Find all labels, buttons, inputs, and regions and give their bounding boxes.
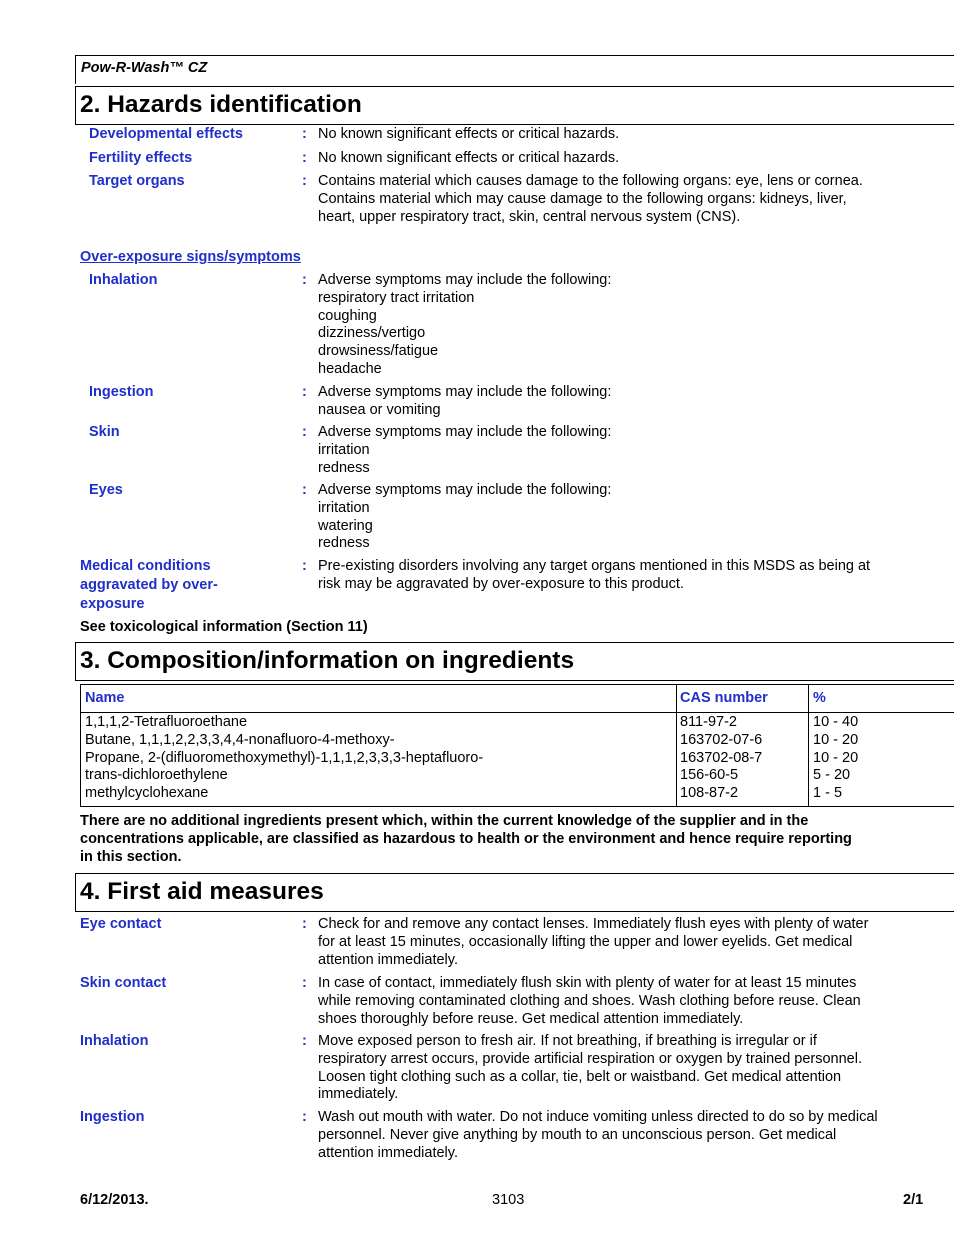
section-3-header xyxy=(75,642,954,681)
text-line: risk may be aggravated by over-exposure to this product. xyxy=(318,575,684,592)
colon: : xyxy=(302,975,307,991)
footer-page-number: 2/1 xyxy=(903,1192,924,1208)
colon: : xyxy=(302,558,307,574)
text-line: headache xyxy=(318,360,382,377)
text-line: irritation xyxy=(318,441,370,458)
target-organs-value xyxy=(318,173,863,226)
text-line: There are no additional ingredients present which, within the current knowledge of the supplier and in the xyxy=(80,813,809,829)
target-organs-label: Target organs xyxy=(89,173,185,189)
section-4-title: 4. First aid measures xyxy=(80,878,324,905)
text-line: Move exposed person to fresh air. If not breathing, if breathing is irregular or if xyxy=(318,1033,817,1049)
colon: : xyxy=(302,272,307,288)
inhalation-symptom-value xyxy=(318,272,611,379)
colon: : xyxy=(302,482,307,498)
skin-contact-label: Skin contact xyxy=(80,975,167,991)
developmental-effects-label: Developmental effects xyxy=(89,126,243,142)
fertility-effects-label: Fertility effects xyxy=(89,150,193,166)
text-line: Loosen tight clothing such as a collar, tie, belt or waistband. Get medical attention xyxy=(318,1068,842,1085)
table-header-divider xyxy=(81,712,954,713)
eyes-symptom-label: Eyes xyxy=(89,482,123,498)
eyes-symptom-value xyxy=(318,482,611,553)
text-line: Adverse symptoms may include the following: xyxy=(318,384,612,400)
table-divider xyxy=(808,685,809,806)
colon: : xyxy=(302,173,307,189)
eye-contact-label: Eye contact xyxy=(80,916,162,932)
table-cell: 108-87-2 xyxy=(680,785,739,802)
text-line: while removing contaminated clothing and shoes. Wash clothing before reuse. Clean xyxy=(318,992,861,1009)
text-line: attention immediately. xyxy=(318,1144,458,1161)
table-cell: 1 - 5 xyxy=(813,785,843,802)
section-4-header xyxy=(75,873,954,912)
eye-contact-value xyxy=(318,916,868,969)
medical-conditions-label xyxy=(80,558,218,613)
text-line: shoes thoroughly before reuse. Get medical attention immediately. xyxy=(318,1010,744,1027)
text-line: redness xyxy=(318,535,370,552)
text-line: watering xyxy=(318,517,373,534)
table-cell: Propane, 2-(difluoromethoxymethyl)-1,1,1,2,3,3,3-heptafluoro- xyxy=(85,749,484,766)
ingestion-symptom-value xyxy=(318,384,611,420)
section-2-title: 2. Hazards identification xyxy=(80,91,362,118)
text-line: nausea or vomiting xyxy=(318,401,441,418)
ingestion-first-aid-value xyxy=(318,1109,878,1162)
column-header-name: Name xyxy=(85,690,125,706)
medical-conditions-value xyxy=(318,558,870,594)
colon: : xyxy=(302,1033,307,1049)
text-line: Adverse symptoms may include the following: xyxy=(318,424,612,440)
fertility-effects-value: No known significant effects or critical hazards. xyxy=(318,150,620,166)
text-line: respiratory arrest occurs, provide artificial respiration or oxygen by trained personnel. xyxy=(318,1050,862,1067)
colon: : xyxy=(302,424,307,440)
text-line: In case of contact, immediately flush skin with plenty of water for at least 15 minutes xyxy=(318,975,857,991)
table-cell: 10 - 20 xyxy=(813,731,859,748)
footer-date: 6/12/2013. xyxy=(80,1192,149,1208)
text-line: Adverse symptoms may include the following: xyxy=(318,272,612,288)
text-line: attention immediately. xyxy=(318,951,458,968)
text-line: coughing xyxy=(318,307,377,324)
text-line: immediately. xyxy=(318,1086,399,1103)
colon: : xyxy=(302,384,307,400)
composition-table xyxy=(80,684,954,807)
ingredients-note xyxy=(80,813,852,866)
skin-symptom-value xyxy=(318,424,611,477)
footer-code: 3103 xyxy=(492,1192,525,1208)
text-line: in this section. xyxy=(80,848,182,865)
table-cell: Butane, 1,1,1,2,2,3,3,4,4-nonafluoro-4-methoxy- xyxy=(85,731,395,748)
text-line: personnel. Never give anything by mouth to an unconscious person. Get medical xyxy=(318,1126,837,1143)
text-line: for at least 15 minutes, occasionally lifting the upper and lower eyelids. Get medical xyxy=(318,933,853,950)
product-name: Pow-R-Wash™ CZ xyxy=(81,60,208,76)
text-line: heart, upper respiratory tract, skin, central nervous system (CNS). xyxy=(318,208,741,225)
text-line: Adverse symptoms may include the following: xyxy=(318,482,612,498)
text-line: Medical conditions xyxy=(80,558,211,574)
table-cell: 156-60-5 xyxy=(680,767,739,784)
text-line: Wash out mouth with water. Do not induce vomiting unless directed to do so by medical xyxy=(318,1109,878,1125)
colon: : xyxy=(302,150,307,166)
text-line: Contains material which may cause damage to the following organs: kidneys, liver, xyxy=(318,190,847,207)
table-divider xyxy=(676,685,677,806)
text-line: redness xyxy=(318,459,370,476)
table-cell: 1,1,1,2-Tetrafluoroethane xyxy=(85,714,248,730)
inhalation-first-aid-value xyxy=(318,1033,862,1104)
colon: : xyxy=(302,126,307,142)
overexposure-heading: Over-exposure signs/symptoms xyxy=(80,249,301,265)
text-line: dizziness/vertigo xyxy=(318,325,426,342)
column-header-percent: % xyxy=(813,690,826,706)
table-cell: 5 - 20 xyxy=(813,767,851,784)
text-line: Check for and remove any contact lenses. Immediately flush eyes with plenty of water xyxy=(318,916,869,932)
table-cell: 10 - 40 xyxy=(813,714,859,730)
table-cell: 163702-07-6 xyxy=(680,731,763,748)
ingredient-names xyxy=(85,714,483,803)
skin-symptom-label: Skin xyxy=(89,424,120,440)
text-line: Contains material which causes damage to the following organs: eye, lens or cornea. xyxy=(318,173,863,189)
table-cell: 10 - 20 xyxy=(813,749,859,766)
developmental-effects-value: No known significant effects or critical hazards. xyxy=(318,126,620,142)
table-cell: trans-dichloroethylene xyxy=(85,767,228,784)
colon: : xyxy=(302,1109,307,1125)
text-line: exposure xyxy=(80,595,145,612)
text-line: concentrations applicable, are classified as hazardous to health or the environment and hence require reporting xyxy=(80,830,852,847)
text-line: Pre-existing disorders involving any target organs mentioned in this MSDS as being at xyxy=(318,558,871,574)
inhalation-symptom-label: Inhalation xyxy=(89,272,158,288)
table-cell: 811-97-2 xyxy=(680,714,737,730)
text-line: drowsiness/fatigue xyxy=(318,343,439,360)
see-toxicological-note: See toxicological information (Section 11) xyxy=(80,619,368,635)
ingestion-symptom-label: Ingestion xyxy=(89,384,154,400)
colon: : xyxy=(302,916,307,932)
text-line: respiratory tract irritation xyxy=(318,289,475,306)
text-line: irritation xyxy=(318,499,370,516)
skin-contact-value xyxy=(318,975,861,1028)
ingestion-first-aid-label: Ingestion xyxy=(80,1109,145,1125)
ingredient-cas-numbers xyxy=(680,714,762,803)
ingredient-percentages xyxy=(813,714,858,803)
section-2-header xyxy=(75,86,954,125)
table-cell: methylcyclohexane xyxy=(85,785,209,802)
product-header-bar xyxy=(75,55,954,84)
column-header-cas: CAS number xyxy=(680,690,768,706)
section-3-title: 3. Composition/information on ingredients xyxy=(80,647,575,674)
text-line: aggravated by over- xyxy=(80,576,218,593)
inhalation-first-aid-label: Inhalation xyxy=(80,1033,149,1049)
table-cell: 163702-08-7 xyxy=(680,749,763,766)
